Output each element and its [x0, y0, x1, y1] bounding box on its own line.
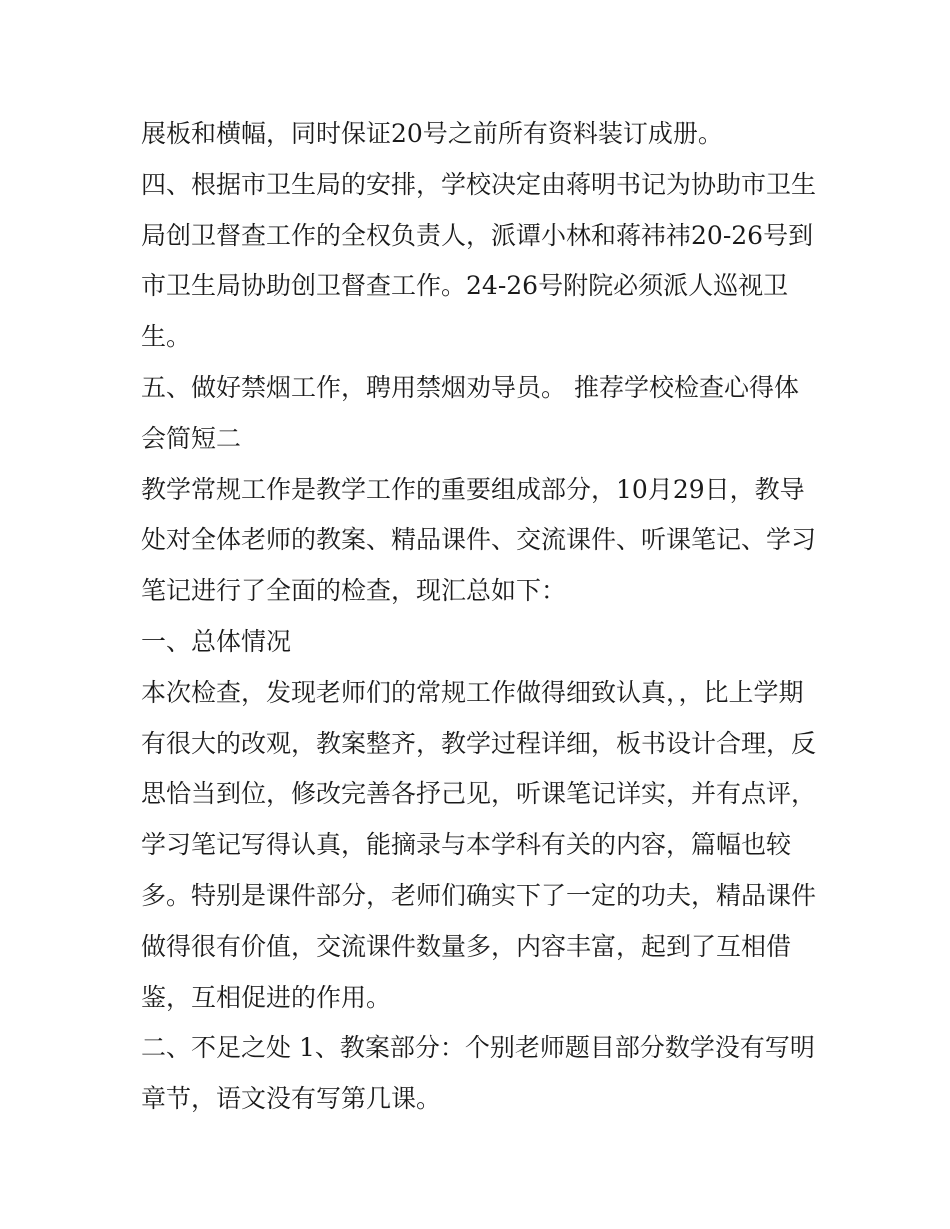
text-line: 章节，语文没有写第几课。 — [141, 1084, 442, 1114]
text-line: 有很大的改观，教案整齐，教学过程详细，板书设计合理，反 — [141, 728, 817, 758]
text-line: 展板和横幅，同时保证20号之前所有资料装订成册。 — [141, 119, 723, 148]
text-line: 二、不足之处 1、教案部分：个别老师题目部分数学没有写明 — [141, 1033, 815, 1063]
text-line: 多。特别是课件部分，老师们确实下了一定的功夫，精品课件 — [141, 880, 817, 910]
text-line: 局创卫督查工作的全权负责人，派谭小林和蒋祎祎20-26号到 — [141, 220, 814, 250]
text-line: 四、根据市卫生局的安排，学校决定由蒋明书记为协助市卫生 — [141, 169, 817, 199]
text-line: 生。 — [141, 322, 192, 352]
text-line: 鉴，互相促进的作用。 — [141, 982, 392, 1012]
text-line: 学习笔记写得认真，能摘录与本学科有关的内容，篇幅也较 — [141, 830, 792, 860]
text-line: 笔记进行了全面的检查，现汇总如下： — [141, 576, 567, 606]
text-line: 五、做好禁烟工作，聘用禁烟劝导员。 推荐学校检查心得体 — [141, 372, 799, 402]
text-line: 会简短二 — [141, 423, 242, 453]
text-line: 处对全体老师的教案、精品课件、交流课件、听课笔记、学习 — [141, 525, 817, 555]
section-heading: 一、总体情况 — [141, 626, 292, 656]
text-line: 思恰当到位，修改完善各抒己见，听课笔记详实，并有点评， — [141, 779, 817, 809]
text-line: 本次检查，发现老师们的常规工作做得细致认真，，比上学期 — [141, 677, 804, 707]
text-line: 市卫生局协助创卫督查工作。24-26号附院必须派人巡视卫 — [141, 271, 789, 301]
document-body — [141, 109, 821, 1125]
text-line: 做得很有价值，交流课件数量多，内容丰富，起到了互相借 — [141, 931, 792, 961]
text-line: 教学常规工作是教学工作的重要组成部分，10月29日，教导 — [141, 474, 805, 504]
